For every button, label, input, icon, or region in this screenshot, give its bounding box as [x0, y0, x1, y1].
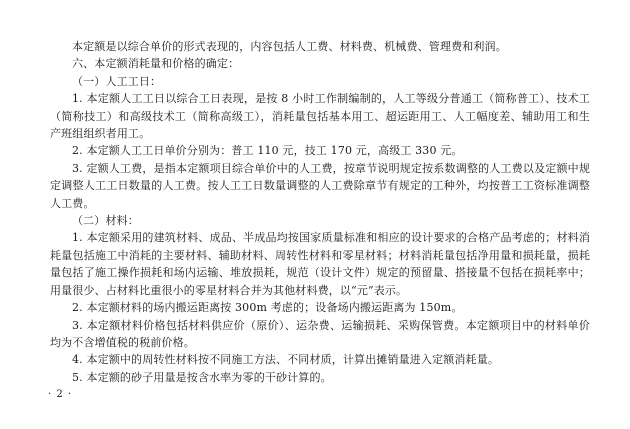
paragraph-material-1: 1. 本定额采用的建筑材料、成品、半成品均按国家质量标准和相应的设计要求的合格产品考虑的；材料消耗量包括施工中消耗的主要材料、辅助材料、周转性材料和零星材料；材料消耗量包括净用量和损耗量，损耗量包括了施工操作损耗和场内运输、堆放损耗，规范（设计文件）规定的预留量、搭接量不包括在损耗率中；用量很少、占材料比重很小的零星材料合并为其他材料费，以“元”表示。 [50, 231, 590, 297]
paragraph-material-2: 2. 本定额材料的场内搬运距离按 300m 考虑的；设备场内搬运距离为 150m。 [72, 301, 463, 315]
paragraph-labor-2: 2. 本定额人工工日单价分别为：普工 110 元，技工 170 元，高级工 330 元。 [72, 144, 463, 158]
paragraph-labor-3: 3. 定额人工费，是指本定额项目综合单价中的人工费，按章节说明规定按系数调整的人工费以及定额中规定调整人工工日数量的人工费。按人工工日数量调整的人工费除章节有规定的工种外，均按普工工资标准调整人工费。 [50, 161, 590, 210]
paragraph-material-4: 4. 本定额中的周转性材料按不同施工方法、不同材质，计算出摊销量进入定额消耗量。 [72, 353, 499, 367]
subsection-heading-materials: （二）材料： [72, 214, 139, 228]
section-heading: 六、本定额消耗量和价格的确定： [72, 57, 240, 71]
body-text [50, 38, 590, 386]
page-number: · 2 · [48, 389, 73, 400]
paragraph-labor-1: 1. 本定额人工工日以综合工日表现，是按 8 小时工作制编制的，人工等级分普通工（简称普工）、技术工（简称技工）和高级技术工（简称高级工），消耗量包括基本用工、超运距用工、人工幅度差、辅助用工和生产班组组织者用工。 [50, 92, 590, 141]
paragraph-material-3: 3. 本定额材料价格包括材料供应价（原价）、运杂费、运输损耗、采购保管费。本定额项目中的材料单价均为不含增值税的税前价格。 [50, 318, 590, 349]
paragraph-intro: 本定额是以综合单价的形式表现的，内容包括人工费、材料费、机械费、管理费和利润。 [72, 40, 507, 53]
paragraph-material-5: 5. 本定额的砂子用量是按含水率为零的干砂计算的。 [72, 370, 332, 384]
subsection-heading-labor: （一）人工工日： [72, 74, 162, 88]
